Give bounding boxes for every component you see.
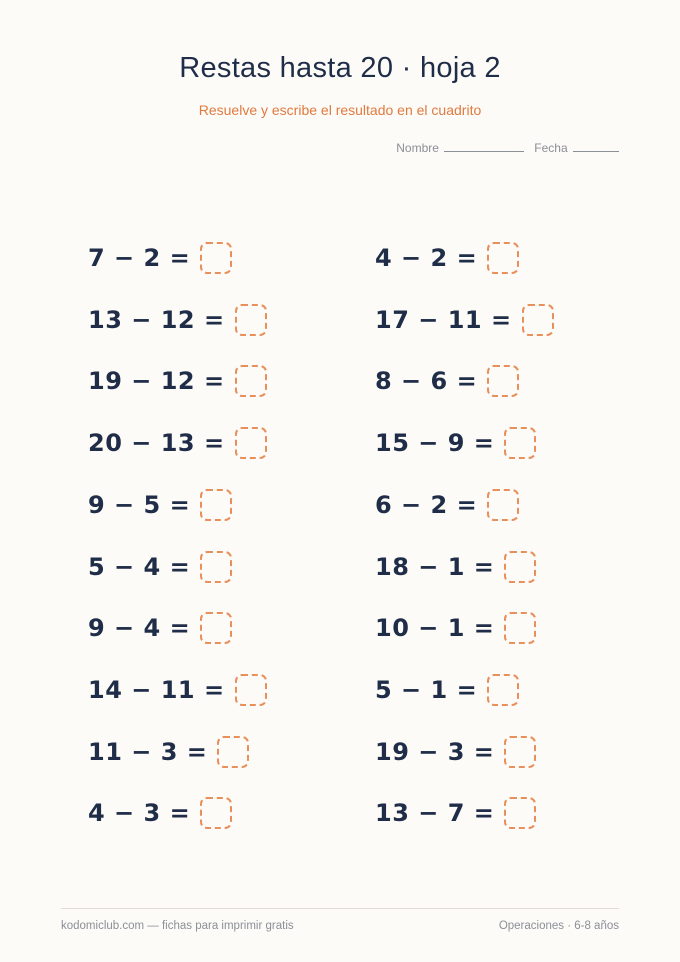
exercise-expression: 7 − 2 = xyxy=(88,244,191,272)
footer-divider xyxy=(61,908,619,909)
exercise-expression: 10 − 1 = xyxy=(375,614,495,643)
answer-box[interactable] xyxy=(504,612,536,644)
answer-box[interactable] xyxy=(487,365,519,397)
exercise-expression: 13 − 7 = xyxy=(375,799,495,828)
exercise-expression: 17 − 11 = xyxy=(375,305,512,334)
date-label: Fecha xyxy=(534,141,568,155)
exercise-expression: 19 − 12 = xyxy=(88,367,225,396)
footer-site-credit: kodomiclub.com — fichas para imprimir gratis xyxy=(61,920,294,932)
answer-box[interactable] xyxy=(200,612,232,644)
exercise-expression: 13 − 12 = xyxy=(88,305,225,334)
footer-category: Operaciones · 6-8 años xyxy=(498,920,619,932)
name-field xyxy=(396,139,524,155)
exercise-item xyxy=(88,298,267,342)
date-blank-line xyxy=(573,139,619,152)
exercise-item xyxy=(88,421,267,465)
answer-box[interactable] xyxy=(200,242,232,274)
date-field xyxy=(534,139,619,155)
answer-box[interactable] xyxy=(487,674,519,706)
exercise-item xyxy=(88,483,232,527)
answer-box[interactable] xyxy=(487,489,519,521)
answer-box[interactable] xyxy=(235,674,267,706)
exercise-expression: 6 − 2 = xyxy=(375,490,478,519)
exercise-item xyxy=(375,791,536,835)
answer-box[interactable] xyxy=(504,551,536,583)
exercise-item xyxy=(375,545,536,589)
name-label: Nombre xyxy=(396,141,439,155)
exercise-expression: 18 − 1 = xyxy=(375,552,495,581)
exercise-expression: 19 − 3 = xyxy=(375,737,495,766)
exercise-item xyxy=(375,421,536,465)
exercise-expression: 8 − 6 = xyxy=(375,367,478,396)
exercise-item xyxy=(375,668,519,712)
exercise-item xyxy=(88,791,232,835)
answer-box[interactable] xyxy=(235,304,267,336)
exercise-item xyxy=(375,730,536,774)
answer-box[interactable] xyxy=(235,427,267,459)
exercise-expression: 11 − 3 = xyxy=(88,737,208,766)
answer-box[interactable] xyxy=(200,797,232,829)
answer-box[interactable] xyxy=(487,242,519,274)
exercise-item xyxy=(88,606,232,650)
exercise-item xyxy=(88,545,232,589)
worksheet-instructions: Resuelve y escribe el resultado en el cuadrito xyxy=(198,102,482,118)
answer-box[interactable] xyxy=(200,551,232,583)
exercise-item xyxy=(375,298,554,342)
exercise-expression: 5 − 4 = xyxy=(88,552,191,581)
answer-box[interactable] xyxy=(235,365,267,397)
exercise-expression: 4 − 3 = xyxy=(88,799,191,828)
answer-box[interactable] xyxy=(504,736,536,768)
answer-box[interactable] xyxy=(504,797,536,829)
exercise-item xyxy=(375,483,519,527)
worksheet-title: Restas hasta 20 · hoja 2 xyxy=(179,52,501,84)
exercise-expression: 9 − 4 = xyxy=(88,614,191,643)
answer-box[interactable] xyxy=(504,427,536,459)
exercise-expression: 20 − 13 = xyxy=(88,429,225,458)
exercise-expression: 5 − 1 = xyxy=(375,675,478,704)
exercise-expression: 14 − 11 = xyxy=(88,675,225,704)
exercise-expression: 4 − 2 = xyxy=(375,244,478,272)
exercise-expression: 9 − 5 = xyxy=(88,490,191,519)
exercise-grid xyxy=(0,236,680,856)
exercise-item xyxy=(88,236,232,280)
answer-box[interactable] xyxy=(522,304,554,336)
exercise-item xyxy=(88,359,267,403)
exercise-expression: 15 − 9 = xyxy=(375,429,495,458)
exercise-item xyxy=(375,359,519,403)
name-blank-line xyxy=(444,139,524,152)
answer-box[interactable] xyxy=(200,489,232,521)
exercise-item xyxy=(88,668,267,712)
exercise-item xyxy=(375,236,519,280)
exercise-item xyxy=(375,606,536,650)
answer-box[interactable] xyxy=(217,736,249,768)
name-date-fields xyxy=(396,139,619,155)
exercise-item xyxy=(88,730,249,774)
